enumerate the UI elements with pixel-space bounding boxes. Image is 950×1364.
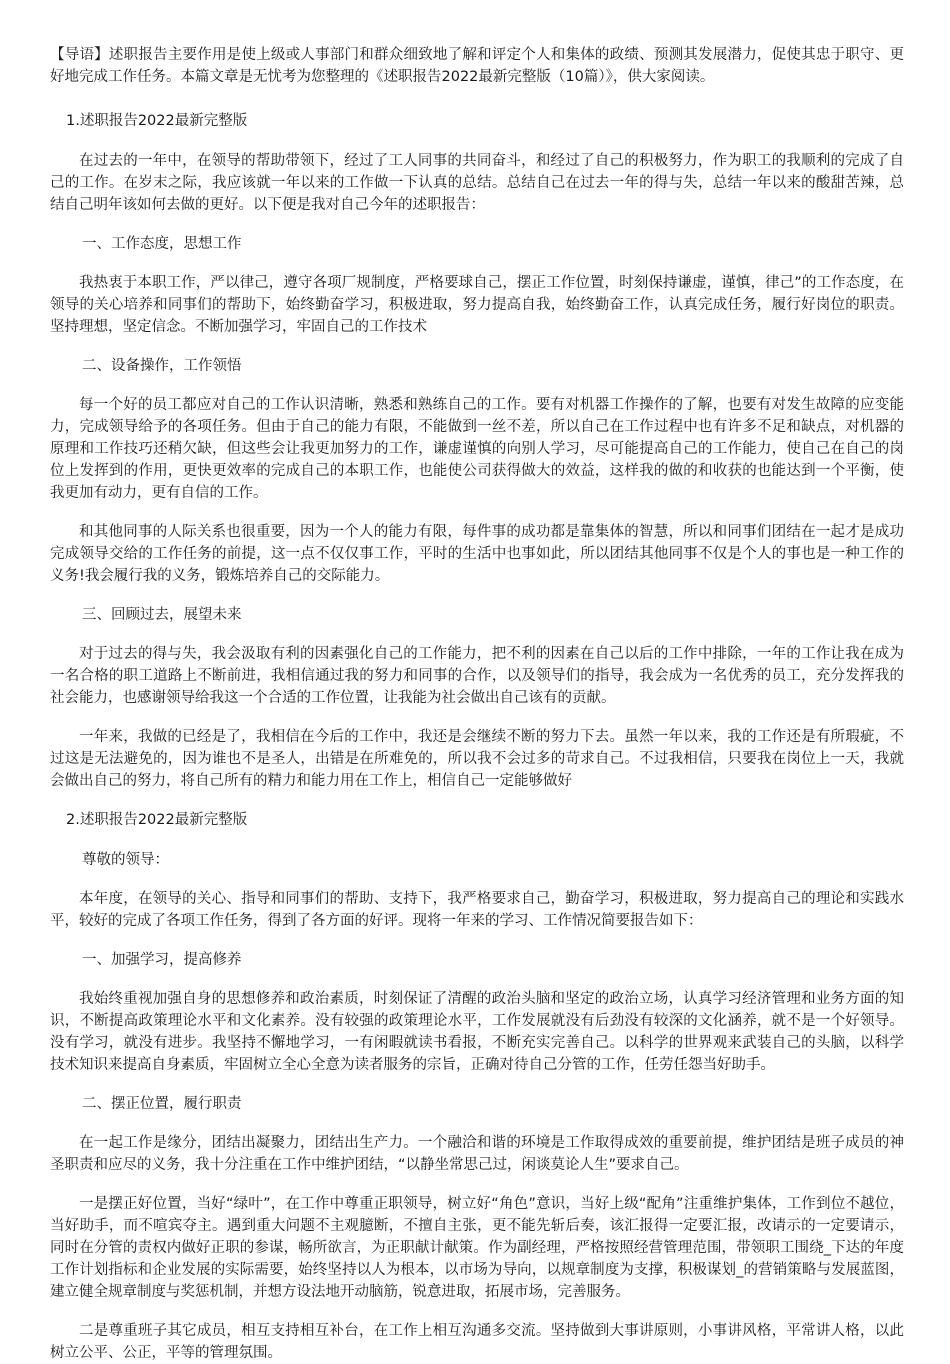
body-paragraph: 对于过去的得与失，我会汲取有利的因素强化自己的工作能力，把不利的因素在自己以后的工作中排除，一年的工作让我在成为一名合格的职工道路上不断前进，我相信通过我的努力和同事的合作，以及领导们的指导，我会成为一名优秀的员工，充分发挥我的社会能力，也感谢领导给我这一个合适的工作位置，让我能为社会做出自己该有的贡献。 [50,646,904,706]
section-title: 2.述职报告2022最新完整版 [66,812,248,828]
body-paragraph: 和其他同事的人际关系也很重要，因为一个人的能力有限，每件事的成功都是靠集体的智慧，所以和同事们团结在一起才是成功完成领导交给的工作任务的前提，这一点不仅仅事工作，平时的生活中也事如此，所以团结其他同事不仅是个人的事也是一种工作的义务!我会履行我的义务，锻炼培养自己的交际能力。 [50,524,904,584]
subheading: 尊敬的领导： [82,852,169,868]
body-paragraph: 每一个好的员工都应对自己的工作认识清晰，熟悉和熟练自己的工作。要有对机器工作操作的了解，也要有对发生故障的应变能力，完成领导给予的各项任务。但由于自己的能力有限，不能做到一丝不差，所以自己在工作过程中也有许多不足和缺点，对机器的原理和工作技巧还稍欠缺，但这些会让我更加努力的工作，谦虚谨慎的向别人学习，尽可能提高自己的工作能力，使自己在自己的岗位上发挥到的作用，更快更效率的完成自己的本职工作，也能使公司获得做大的效益，这样我的做的和收获的也能达到一个平衡，使我更加有动力，更有自信的工作。 [50,397,904,501]
subheading: 二、设备操作，工作领悟 [82,358,242,374]
body-paragraph: 一是摆正好位置，当好“绿叶”，在工作中尊重正职领导，树立好“角色”意识，当好上级“配角”注重维护集体，工作到位不越位，当好助手，而不喧宾夺主。遇到重大问题不主观臆断，不擅自主张，更不能先斩后奏，该汇报得一定要汇报，改请示的一定要请示，同时在分管的责权内做好正职的参谋，畅所欲言，为正职献计献策。作为副经理，严格按照经营管理范围，带领职工围绕_下达的年度工作计划指标和企业发展的实际需要，始终坚持以人为根本，以市场为导向，以规章制度为支撑，积极谋划_的营销策略与发展蓝图，建立健全规章制度与奖惩机制，并想方设法地开动脑筋，锐意进取，拓展市场，完善服务。 [50,1196,904,1300]
subheading: 一、工作态度，思想工作 [82,236,242,252]
intro-paragraph: 【导语】述职报告主要作用是使上级或人事部门和群众细致地了解和评定个人和集体的政绩、预测其发展潜力，促使其忠于职守、更好地完成工作任务。本篇文章是无忧考为您整理的《述职报告2022最新完整版（10篇）》，供大家阅读。 [50,47,904,85]
subheading: 二、摆正位置，履行职责 [82,1096,242,1112]
body-paragraph: 本年度，在领导的关心、指导和同事们的帮助、支持下，我严格要求自己，勤奋学习，积极进取，努力提高自己的理论和实践水平，较好的完成了各项工作任务，得到了各方面的好评。现将一年来的学习、工作情况简要报告如下： [50,891,904,929]
body-paragraph: 我热衷于本职工作，严以律己，遵守各项厂规制度，严格要球自己，摆正工作位置，时刻保持谦虚，谨慎，律己”的工作态度，在领导的关心培养和同事们的帮助下，始终勤奋学习，积极进取，努力提高自我，始终勤奋工作，认真完成任务，履行好岗位的职责。坚持理想，坚定信念。不断加强学习，牢固自己的工作技术 [50,275,904,335]
body-paragraph: 在一起工作是缘分，团结出凝聚力，团结出生产力。一个融洽和谐的环境是工作取得成效的重要前提，维护团结是班子成员的神圣职责和应尽的义务，我十分注重在工作中维护团结，“以静坐常思己过，闲谈莫论人生”要求自己。 [50,1135,904,1173]
body-paragraph: 一年来，我做的已经是了，我相信在今后的工作中，我还是会继续不断的努力下去。虽然一年以来，我的工作还是有所瑕疵，不过这是无法避免的，因为谁也不是圣人，出错是在所难免的，所以我不会过多的苛求自己。不过我相信，只要我在岗位上一天，我就会做出自己的努力，将自己所有的精力和能力用在工作上，相信自己一定能够做好 [50,729,904,789]
document-body [50,110,904,1364]
body-paragraph: 二是尊重班子其它成员，相互支持相互补台，在工作上相互沟通多交流。坚持做到大事讲原则，小事讲风格，平常讲人格，以此树立公平、公正，平等的管理氛围。 [50,1323,904,1361]
body-paragraph: 我始终重视加强自身的思想修养和政治素质，时刻保证了清醒的政治头脑和坚定的政治立场，认真学习经济管理和业务方面的知识，不断提高政策理论水平和文化素养。没有较强的政策理论水平，工作发展就没有后劲没有较深的文化涵养，就不是一个好领导。没有学习，就没有进步。我坚持不懈地学习，一有闲暇就读书看报，不断充实完善自己。以科学的世界观来武装自己的头脑，以科学技术知识来提高自身素质，牢固树立全心全意为读者服务的宗旨，正确对待自己分管的工作，任劳任怨当好助手。 [50,991,904,1073]
body-paragraph: 在过去的一年中，在领导的帮助带领下，经过了工人同事的共同奋斗，和经过了自己的积极努力，作为职工的我顺利的完成了自己的工作。在岁末之际，我应该就一年以来的工作做一下认真的总结。总结自己在过去一年的得与失，总结一年以来的酸甜苦辣，总结自己明年该如何去做的更好。以下便是我对自己今年的述职报告： [50,153,904,213]
section-title: 1.述职报告2022最新完整版 [66,113,248,129]
subheading: 一、加强学习，提高修养 [82,952,242,968]
subheading: 三、回顾过去，展望未来 [82,607,242,623]
